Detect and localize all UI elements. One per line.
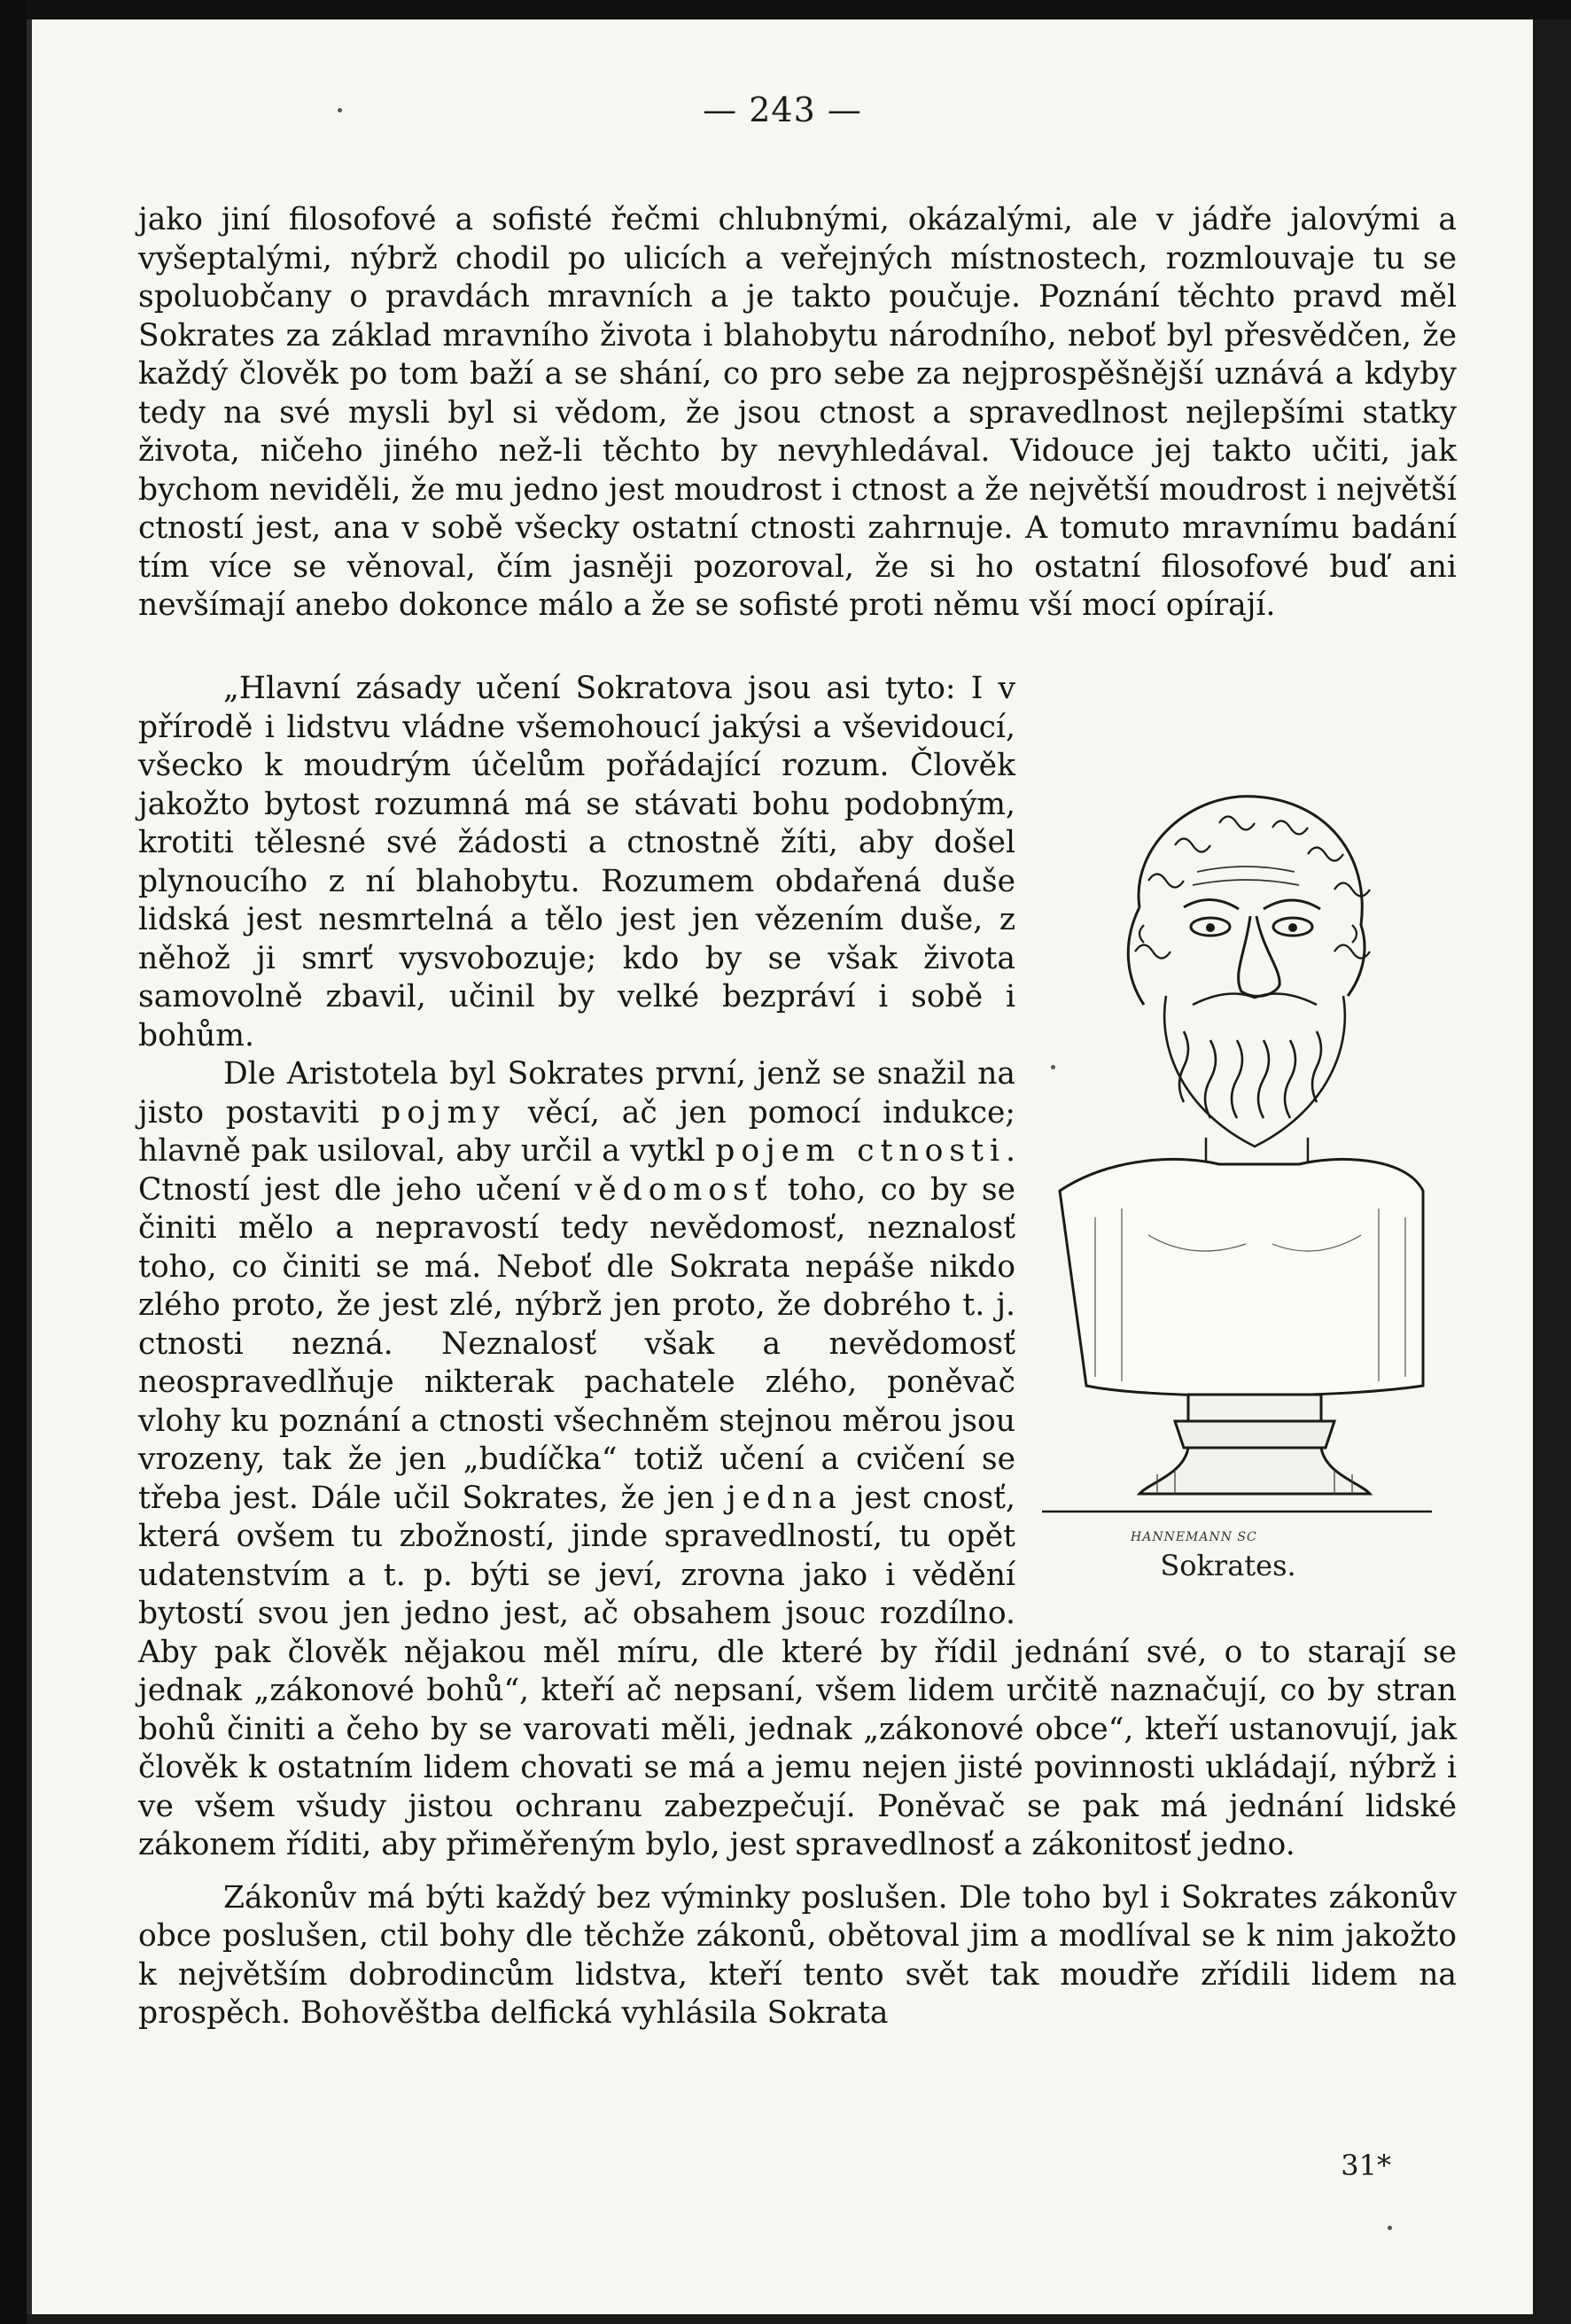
paragraph-laws: Zákonův má býti každý bez výminky poslušen. Dle toho byl i Sokrates zákonův obce poslušen, ctil bohy dle těchže zákonů, obětoval jim a modlíval se k nim jakožto k největším dobrodincům lidstva, kteří tento svět tak moudře zřídili lidem na prospěch. Bohověštba delfická vyhlásila Sokrata — [138, 1879, 1457, 2031]
emphasis-vedomost: vědomosť — [574, 1171, 774, 1208]
aristotle-text-4: toho, co by se činiti mělo a nepravostí tedy nevědomosť, neznalosť toho, co činiti se má. Neboť dle Sokrata nepáše nikdo zlého proto, že jest zlé, nýbrž jen proto, že dobrého t. j. ctnosti nezná. Neznalosť však a nevědomosť neospravedlňuje nikterak pachatele zlého, poněvač vlohy ku poznání a ctnosti všechněm stejnou měrou jsou vrozeny, tak že jen „budíčka“ totiž učení a cvičení se třeba jest. Dále učil Sokrates, že jen — [138, 1171, 1015, 1516]
scan-border-left — [0, 0, 27, 2324]
emphasis-pojem-ctnosti: pojem ctnosti — [715, 1133, 1007, 1169]
figure-caption: Sokrates. — [1160, 1549, 1296, 1582]
paragraph-intro: jako jiní filosofové a sofisté řečmi chlubnými, okázalými, ale v jádře jalovými a vyšeptalými, nýbrž chodil po ulicích a veřejných místnostech, rozmlouvaje tu se spoluobčany o pravdách mravních a je takto poučuje. Poznání těchto pravd měl Sokrates za základ mravního života i blahobytu národního, neboť byl přesvědčen, že každý člověk po tom baží a se shání, co pro sebe za nejprospěšnější uznává a kdyby tedy na své mysli byl si vědom, že jsou ctnost a spravedlnost nejlepšími statky života, ničeho jiného než-li těchto by nevyhledával. Vidouce jej takto učiti, jak bychom neviděli, že mu jedno jest moudrost i ctnost a že největší moudrost i největší ctností jest, ana v sobě všecky ostatní ctnosti zahrnuje. A tomuto mravnímu badání tím více se věnoval, čím jasněji pozoroval, že si ho ostatní filosofové buď ani nevšímají anebo dokonce málo a že se sofisté proti němu vší mocí opírají. — [138, 202, 1457, 623]
scan-speck — [1051, 1065, 1055, 1069]
scan-border-top — [0, 0, 1571, 19]
engraver-signature: HANNEMANN SC — [1131, 1530, 1257, 1544]
emphasis-pojmy: pojmy — [381, 1094, 506, 1131]
aristotle-text-5: jest cnosť, která ovšem tu zbožností, jinde spravedlností, tu opět udatenstvím a t. p. býti se jeví, zrovna jako i vědění bytostí svou jen jedno jest, ač obsahem jsouc rozdílno. Aby pak člověk nějakou měl míru, dle které by řídil jednání své, o to starají se jednak „zákonové bohů“, kteří ač nepsaní, všem lidem určitě naznačují, co by stran bohů činiti a čeho by se varovati měli, jednak „zákonové obce“, kteří ustanovují, jak člověk k ostatním lidem chovati se má a jemu nejen jisté povinnosti ukládají, nýbrž i ve všem všudy jistou ochranu zabezpečují. Poněvač se pak má jednání lidské zákonem říditi, aby přiměřeným bylo, jest spravedlnosť a zákonitosť jedno. — [138, 1480, 1457, 1862]
socrates-bust-icon — [1042, 774, 1432, 1536]
aristotle-text-3: . Ctností jest dle jeho učení — [138, 1133, 1015, 1208]
scan-speck — [1388, 2226, 1392, 2230]
aristotle-text-2: věcí, ač jen pomocí indukce; hlavně pak usiloval, aby určil a vytkl — [138, 1094, 1016, 1169]
book-page — [27, 19, 1533, 2314]
printer-signature: 31* — [1341, 2149, 1391, 2182]
aristotle-text-1: Dle Aristotela byl Sokrates první, jenž se snažil na jisto postaviti — [138, 1056, 1015, 1131]
text-block-wrapped — [138, 670, 1457, 2033]
text-block-top — [138, 201, 1457, 626]
emphasis-jedna: jedna — [726, 1480, 843, 1516]
paragraph-principles: „Hlavní zásady učení Sokratova jsou asi tyto: I v přírodě i lidstvu vládne všemohoucí jakýsi a vševidoucí, všecko k moudrým účelům pořádající rozum. Člověk jakožto bytost rozumná má se stávati bohu podobným, krotiti tělesné své žádosti a ctnostně žíti, aby došel plynoucího z ní blahobytu. Rozumem obdařená duše lidská jest nesmrtelná a tělo jest jen vězením duše, z něhož ji smrť vysvobozuje; kdo by se však života samovolně zbavil, učinil by velké bezpráví i sobě i bohům. — [138, 671, 1015, 1053]
figure-socrates — [1042, 670, 1457, 1606]
scan-speck — [338, 108, 342, 113]
page-number: — 243 — — [703, 90, 862, 129]
